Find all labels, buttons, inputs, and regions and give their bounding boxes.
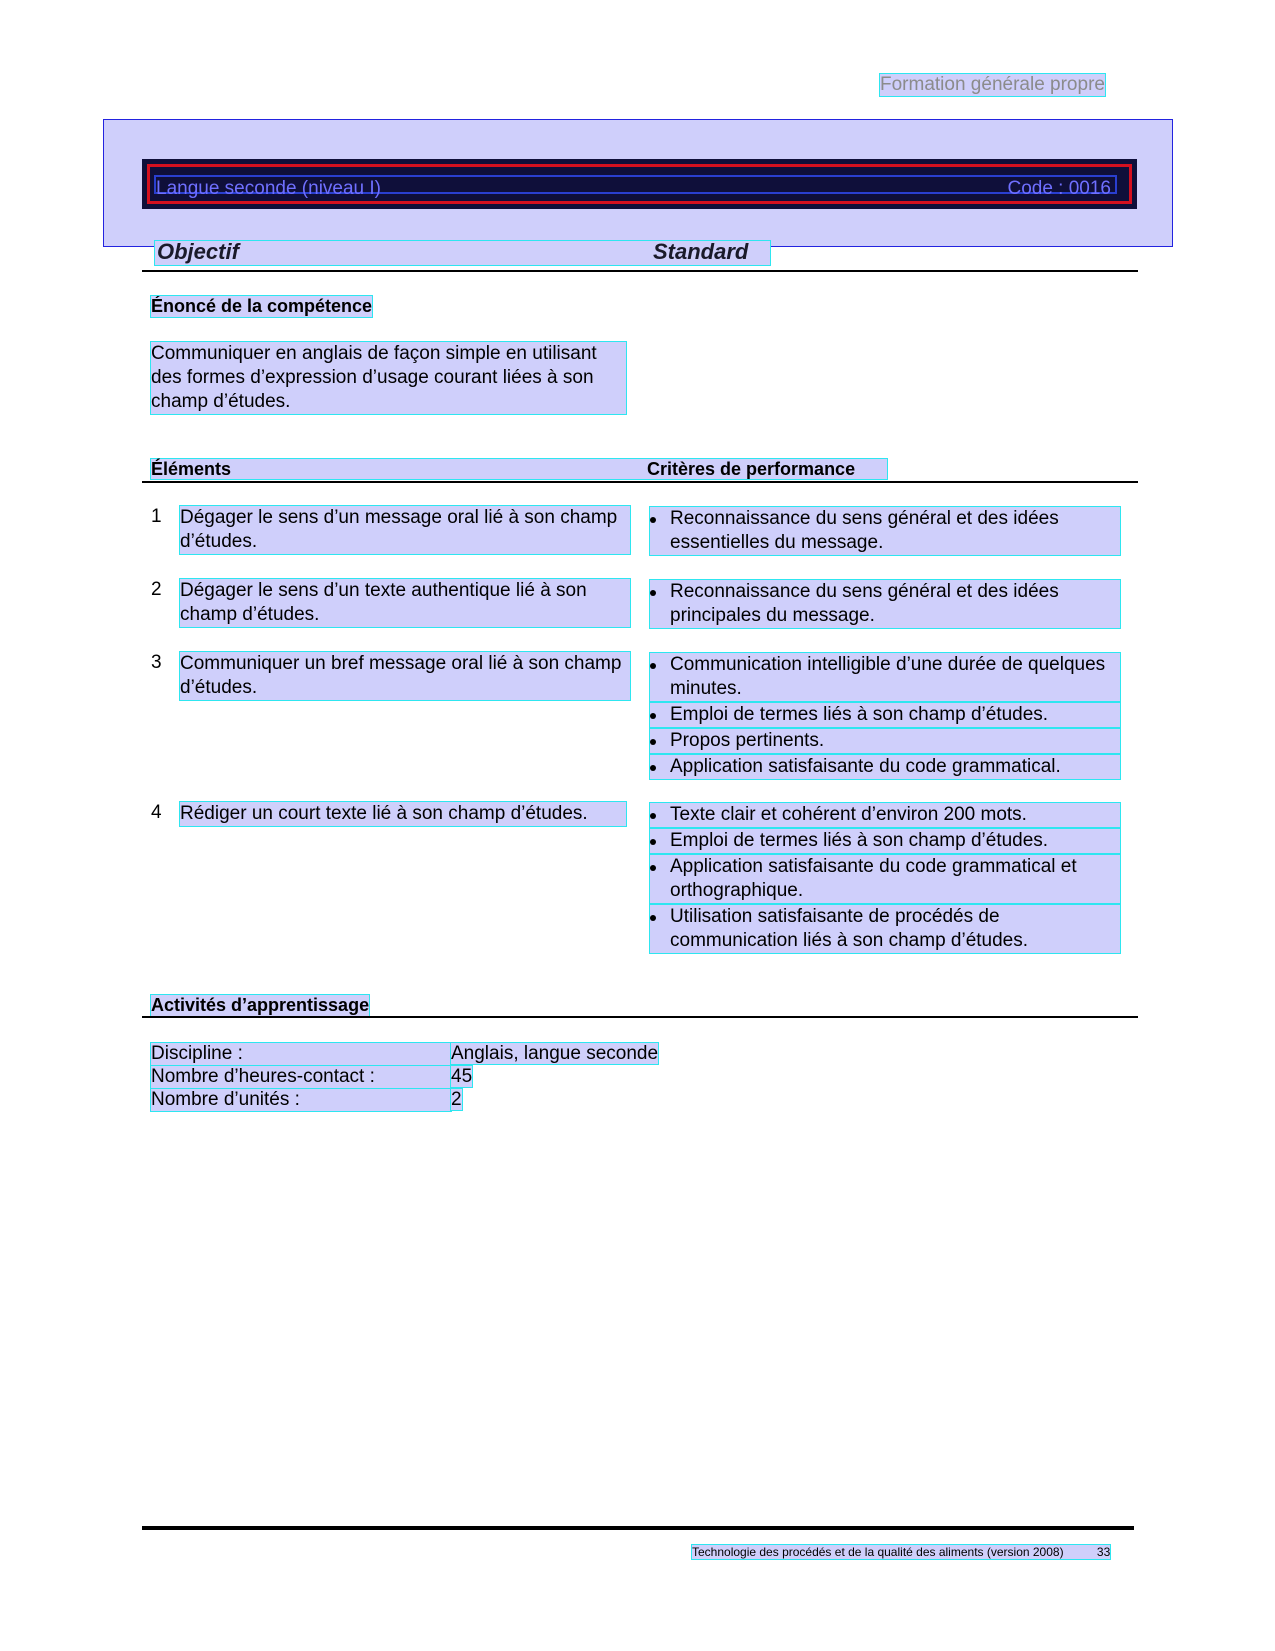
activity-row (151, 1089, 462, 1111)
bullet-icon (650, 865, 656, 871)
criterion-item: Application satisfaisante du code grammatical. (650, 755, 1120, 779)
criteria-list (650, 507, 1120, 557)
elements-heading: Éléments (151, 459, 232, 479)
divider (142, 1016, 1138, 1018)
course-title: Langue seconde (niveau I) (156, 178, 381, 199)
element-number: 1 (151, 506, 162, 527)
criterion-item: Texte clair et cohérent d’environ 200 mots. (650, 803, 1120, 827)
activities-heading: Activités d’apprentissage (151, 995, 370, 1015)
element-text: Communiquer un bref message oral lié à son champ d’études. (180, 652, 630, 700)
criterion-item: Utilisation satisfaisante de procédés de communication liés à son champ d’études. (650, 905, 1120, 953)
divider (142, 270, 1138, 272)
element-text: Dégager le sens d’un message oral lié à son champ d’études. (180, 506, 630, 554)
activity-row (151, 1066, 472, 1088)
bullet-icon (650, 739, 656, 745)
activity-value: 2 (451, 1089, 462, 1110)
running-header: Formation générale propre (880, 74, 1105, 95)
bullet-icon (650, 713, 656, 719)
criteria-heading: Critères de performance (647, 459, 856, 479)
bullet-icon (650, 517, 656, 523)
criterion-item: Application satisfaisante du code grammatical et orthographique. (650, 855, 1120, 903)
footer-text: Technologie des procédés et de la qualité des aliments (version 2008) (692, 1545, 1064, 1559)
element-number: 4 (151, 802, 162, 823)
criteria-list (650, 653, 1120, 781)
bullet-icon (650, 765, 656, 771)
footer-divider (142, 1526, 1134, 1530)
bullet-icon (650, 915, 656, 921)
criterion-item: Reconnaissance du sens général et des idées essentielles du message. (650, 507, 1120, 555)
criteria-list (650, 580, 1120, 630)
bullet-icon (650, 663, 656, 669)
competency-statement: Communiquer en anglais de façon simple en utilisant des formes d’expression d’usage courant liées à son champ d’études. (151, 342, 626, 414)
columns-header (155, 241, 770, 265)
bullet-icon (650, 839, 656, 845)
page-number: 33 (1096, 1545, 1111, 1559)
course-banner (142, 159, 1137, 209)
activity-label: Nombre d’heures-contact : (151, 1066, 451, 1088)
objective-heading: Objectif (157, 239, 239, 264)
activity-label: Nombre d’unités : (151, 1089, 451, 1111)
element-text: Rédiger un court texte lié à son champ d’études. (180, 802, 626, 826)
bullet-icon (650, 813, 656, 819)
activity-value: Anglais, langue seconde (451, 1043, 659, 1064)
activity-value: 45 (451, 1066, 473, 1087)
divider (142, 481, 1138, 483)
criterion-item: Emploi de termes liés à son champ d’études. (650, 703, 1120, 727)
criteria-list (650, 803, 1120, 955)
standard-heading: Standard (653, 239, 749, 264)
element-number: 2 (151, 579, 162, 600)
bullet-icon (650, 590, 656, 596)
element-number: 3 (151, 652, 162, 673)
criterion-item: Propos pertinents. (650, 729, 1120, 753)
criterion-item: Communication intelligible d’une durée de quelques minutes. (650, 653, 1120, 701)
criterion-item: Reconnaissance du sens général et des idées principales du message. (650, 580, 1120, 628)
activity-label: Discipline : (151, 1043, 451, 1065)
element-text: Dégager le sens d’un texte authentique lié à son champ d’études. (180, 579, 630, 627)
criterion-item: Emploi de termes liés à son champ d’études. (650, 829, 1120, 853)
course-code: Code : 0016 (1007, 178, 1111, 199)
activity-row (151, 1043, 658, 1065)
competency-heading: Énoncé de la compétence (151, 296, 373, 316)
page-footer (692, 1545, 1110, 1559)
elements-header (151, 459, 887, 479)
